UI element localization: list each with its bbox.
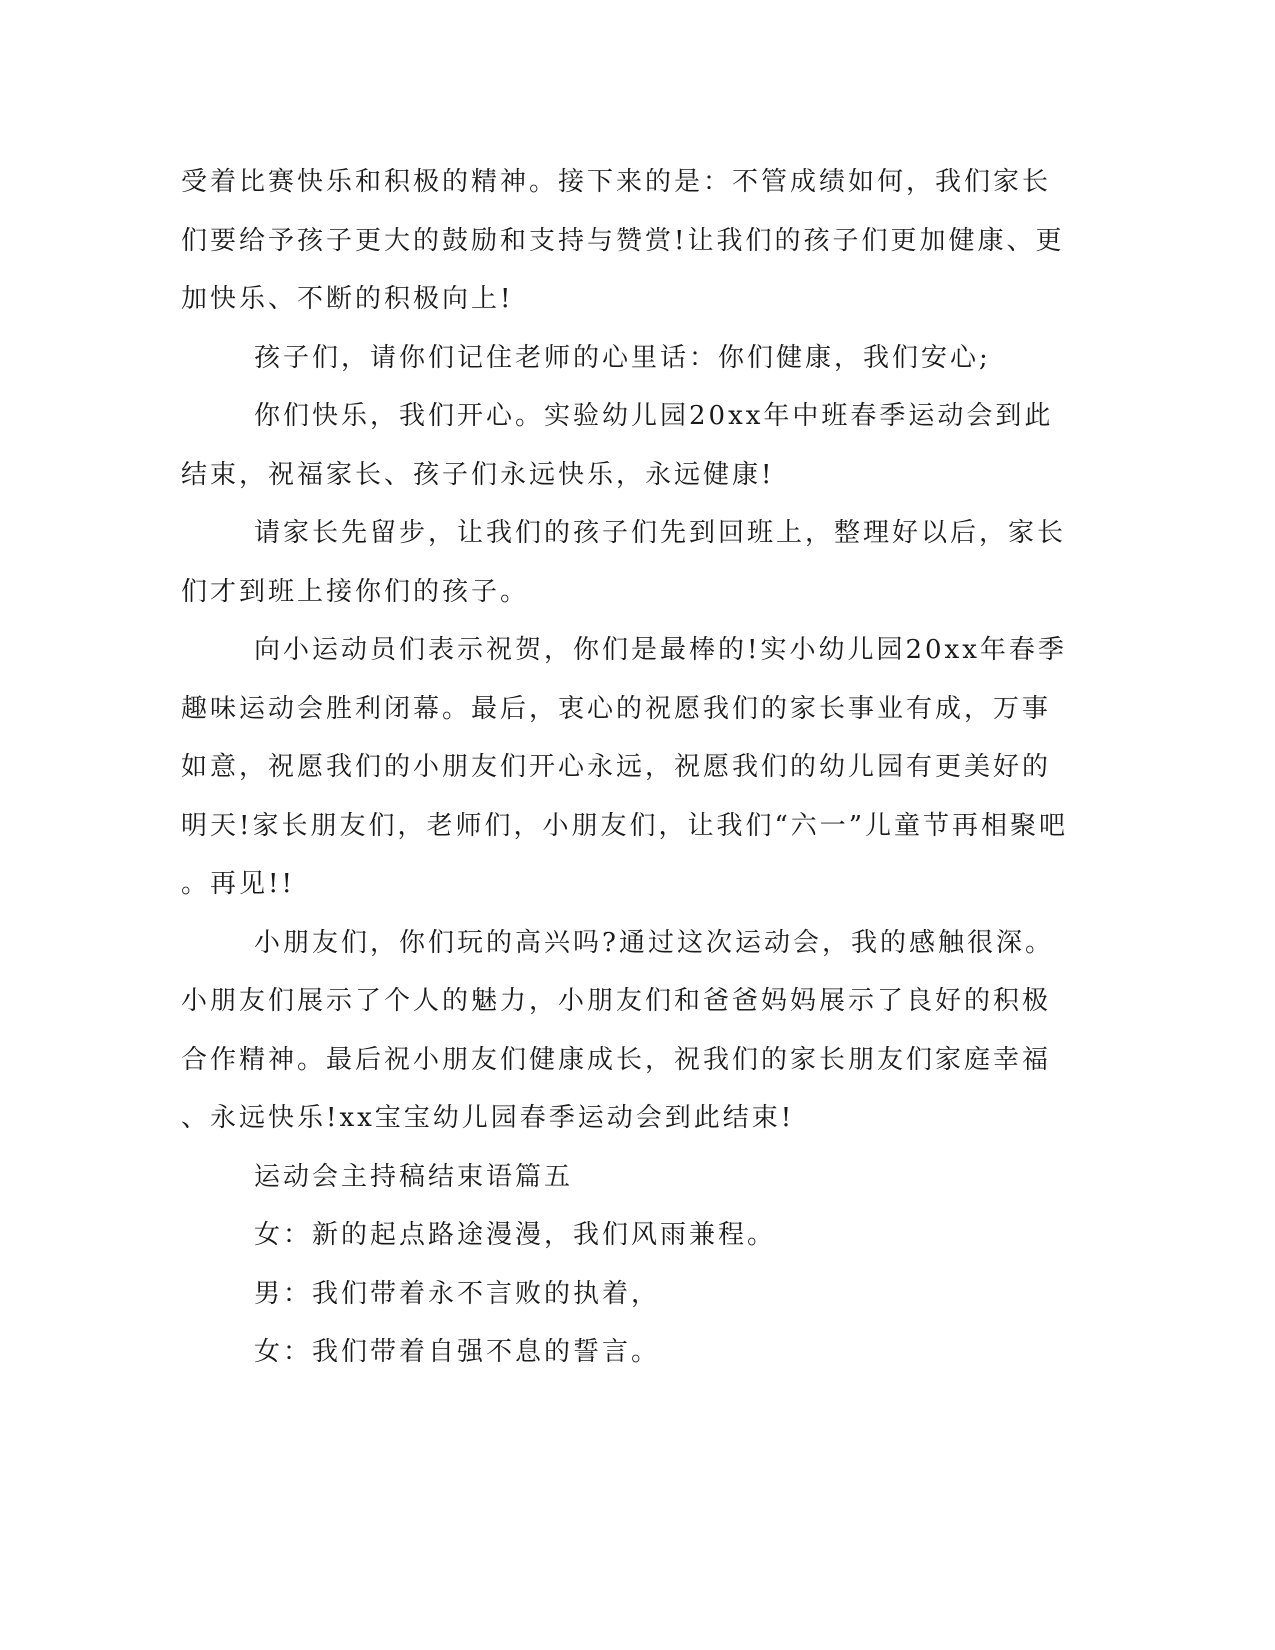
text-line: 。再见!! — [181, 869, 295, 899]
text-line: 小朋友们展示了个人的魅力，小朋友们和爸爸妈妈展示了良好的积极 — [181, 986, 1052, 1016]
paragraph-start-line: 你们快乐，我们开心。实验幼儿园20xx年中班春季运动会到此 — [254, 401, 1054, 431]
text-line: 受着比赛快乐和积极的精神。接下来的是：不管成绩如何，我们家长 — [181, 167, 1052, 197]
paragraph-start-line: 孩子们，请你们记住老师的心里话：你们健康，我们安心; — [254, 342, 991, 373]
dialogue-line: 女：我们带着自强不息的誓言。 — [254, 1337, 661, 1367]
document-body — [181, 153, 1069, 1382]
text-line: 、永远快乐!xx宝宝幼儿园春季运动会到此结束! — [181, 1103, 795, 1133]
text-line: 趣味运动会胜利闭幕。最后，衷心的祝愿我们的家长事业有成，万事 — [181, 693, 1052, 724]
text-line: 加快乐、不断的积极向上! — [181, 284, 514, 314]
dialogue-line: 男：我们带着永不言败的执着， — [254, 1278, 661, 1309]
text-line: 明天!家长朋友们，老师们，小朋友们，让我们“六一”儿童节再相聚吧 — [181, 810, 1069, 841]
text-line: 们才到班上接你们的孩子。 — [181, 576, 530, 607]
dialogue-line: 女：新的起点路途漫漫，我们风雨兼程。 — [254, 1220, 777, 1250]
paragraph-start-line: 向小运动员们表示祝贺，你们是最棒的!实小幼儿园20xx年春季 — [254, 635, 1067, 665]
text-line: 合作精神。最后祝小朋友们健康成长，祝我们的家长朋友们家庭幸福 — [181, 1044, 1052, 1075]
text-line: 如意，祝愿我们的小朋友们开心永远，祝愿我们的幼儿园有更美好的 — [181, 752, 1052, 782]
section-heading: 运动会主持稿结束语篇五 — [254, 1161, 574, 1192]
text-line: 结束，祝福家长、孩子们永远快乐，永远健康! — [181, 459, 775, 490]
paragraph-start-line: 小朋友们，你们玩的高兴吗?通过这次运动会，我的感触很深。 — [254, 927, 1054, 958]
paragraph-start-line: 请家长先留步，让我们的孩子们先到回班上，整理好以后，家长 — [254, 518, 1067, 548]
text-line: 们要给予孩子更大的鼓励和支持与赞赏!让我们的孩子们更加健康、更 — [181, 225, 1065, 256]
